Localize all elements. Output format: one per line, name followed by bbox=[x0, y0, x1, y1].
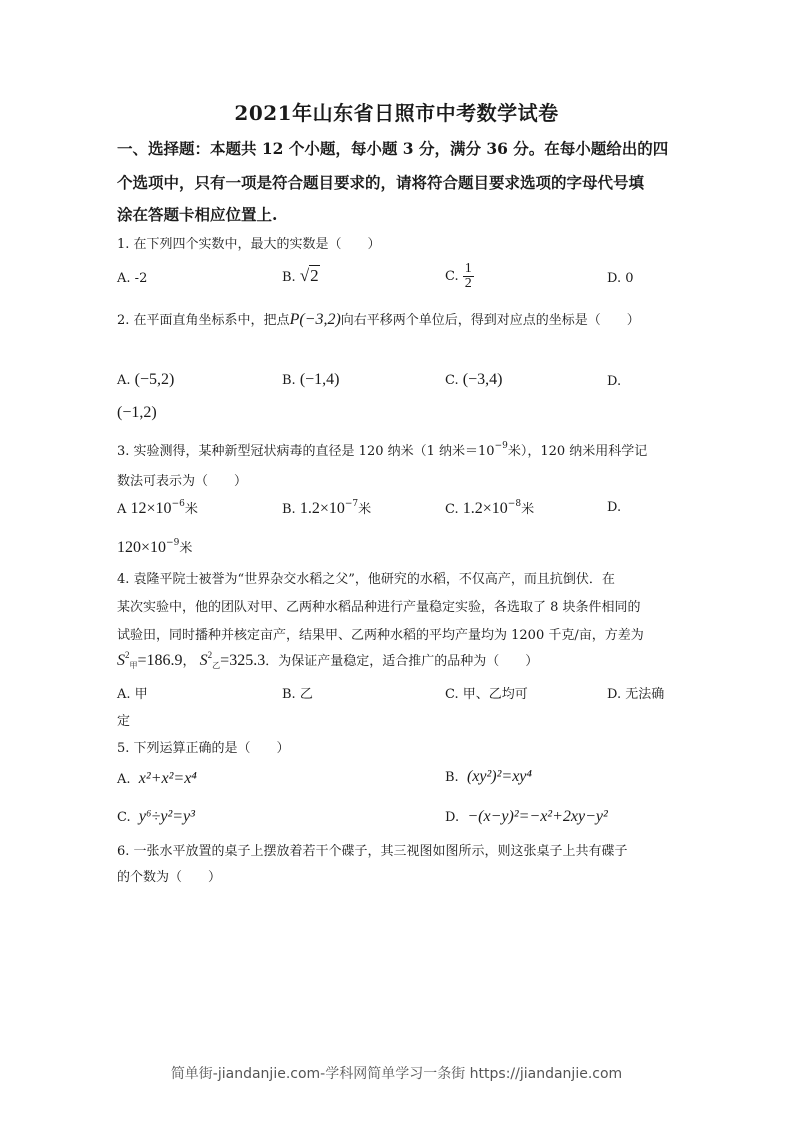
q2-option-d-value: (−1,2) bbox=[117, 404, 157, 421]
question-2-stem: 2. 在平面直角坐标系中，把点P(−3,2)向右平移两个单位后，得到对应点的坐标是（ ） bbox=[117, 311, 640, 328]
q4-option-c: C. 甲、乙均可 bbox=[445, 687, 528, 702]
section-heading-line-1: 一、选择题：本题共 12 个小题，每小题 3 分，满分 36 分。在每小题给出的四 bbox=[117, 139, 669, 158]
footer-watermark: 简单街-jiandanjie.com-学科网简单学习一条街 https://jiandanjie.com bbox=[170, 1066, 623, 1082]
question-4-stem-line-4: $S^2_甲=186.9$， $S^2_乙=325.3$．为保证产量稳定，适合推广的品种为（ ） bbox=[117, 650, 539, 670]
question-6-stem-line-1: 6. 一张水平放置的桌子上摆放着若干个碟子，其三视图如图所示，则这张桌子上共有碟子 bbox=[117, 844, 628, 859]
question-4-stem-line-2: 某次实验中，他的团队对甲、乙两种水稻品种进行产量稳定实验，各选取了 8 块条件相同的 bbox=[117, 600, 641, 615]
question-4-stem-line-1: 4. 袁隆平院士被誉为“世界杂交水稻之父”，他研究的水稻，不仅高产，而且抗倒伏．在 bbox=[117, 572, 615, 587]
q5-option-a: A. x²+x²=x⁴ bbox=[117, 770, 197, 787]
question-6-stem-line-2: 的个数为（ ） bbox=[117, 870, 222, 885]
q4-option-d: D. 无法确 bbox=[607, 687, 665, 702]
q1-option-a: A. -2 bbox=[117, 271, 148, 286]
q1-option-c: C. $\frac{1}{2}$ bbox=[445, 261, 472, 291]
q4-option-b: B. 乙 bbox=[282, 687, 313, 702]
point-p: P(−3,2) bbox=[289, 311, 341, 328]
page-title: 2021年山东省日照市中考数学试卷 bbox=[234, 101, 559, 125]
q5-option-b: B. (xy²)²=xy⁴ bbox=[445, 768, 532, 785]
section-heading-line-2: 个选项中，只有一项是符合题目要求的，请将符合题目要求选项的字母代号填 bbox=[117, 173, 645, 192]
question-1-stem: 1. 在下列四个实数中，最大的实数是（ ） bbox=[117, 237, 381, 252]
q1-option-b: B. √2 bbox=[282, 266, 319, 285]
question-4-stem-line-3: 试验田，同时播种并核定亩产，结果甲、乙两种水稻的平均产量均为 1200 千克/亩，方差为 bbox=[117, 628, 644, 643]
q2-option-d-label: D. bbox=[607, 374, 622, 389]
q3-option-d-value: $120\times 10^{-9}$米 bbox=[117, 538, 193, 556]
question-3-stem-line-2: 数法可表示为（ ） bbox=[117, 474, 248, 489]
q3-option-d-label: D. bbox=[607, 500, 622, 515]
question-5-stem: 5. 下列运算正确的是（ ） bbox=[117, 741, 290, 756]
q5-option-d: D. −(x−y)²=−x²+2xy−y² bbox=[445, 808, 608, 825]
q2-option-c: C. (−3,4) bbox=[445, 371, 503, 388]
fraction: $\frac{1}{2}$ bbox=[464, 261, 472, 291]
q1-option-d: D. 0 bbox=[607, 271, 634, 286]
section-heading-line-3: 涂在答题卡相应位置上. bbox=[117, 205, 278, 224]
q5-option-c: C. y⁶÷y²=y³ bbox=[117, 808, 195, 825]
sqrt-symbol: √2 bbox=[299, 266, 319, 285]
q2-option-b: B. (−1,4) bbox=[282, 371, 340, 388]
q3-option-c: C. $1.2\times 10^{-8}$米 bbox=[445, 499, 535, 517]
q4-option-a: A. 甲 bbox=[117, 687, 148, 702]
q2-option-a: A. (−5,2) bbox=[117, 371, 175, 388]
q4-option-d-wrap: 定 bbox=[117, 714, 131, 729]
question-3-stem-line-1: 3. 实验测得，某种新型冠状病毒的直径是 120 纳米（1 纳米$=10^{-9}$米），120 纳米用科学记 bbox=[117, 441, 648, 459]
q3-option-a: A $12\times 10^{-6}$米 bbox=[117, 499, 198, 517]
q3-option-b: B. $1.2\times 10^{-7}$米 bbox=[282, 499, 372, 517]
